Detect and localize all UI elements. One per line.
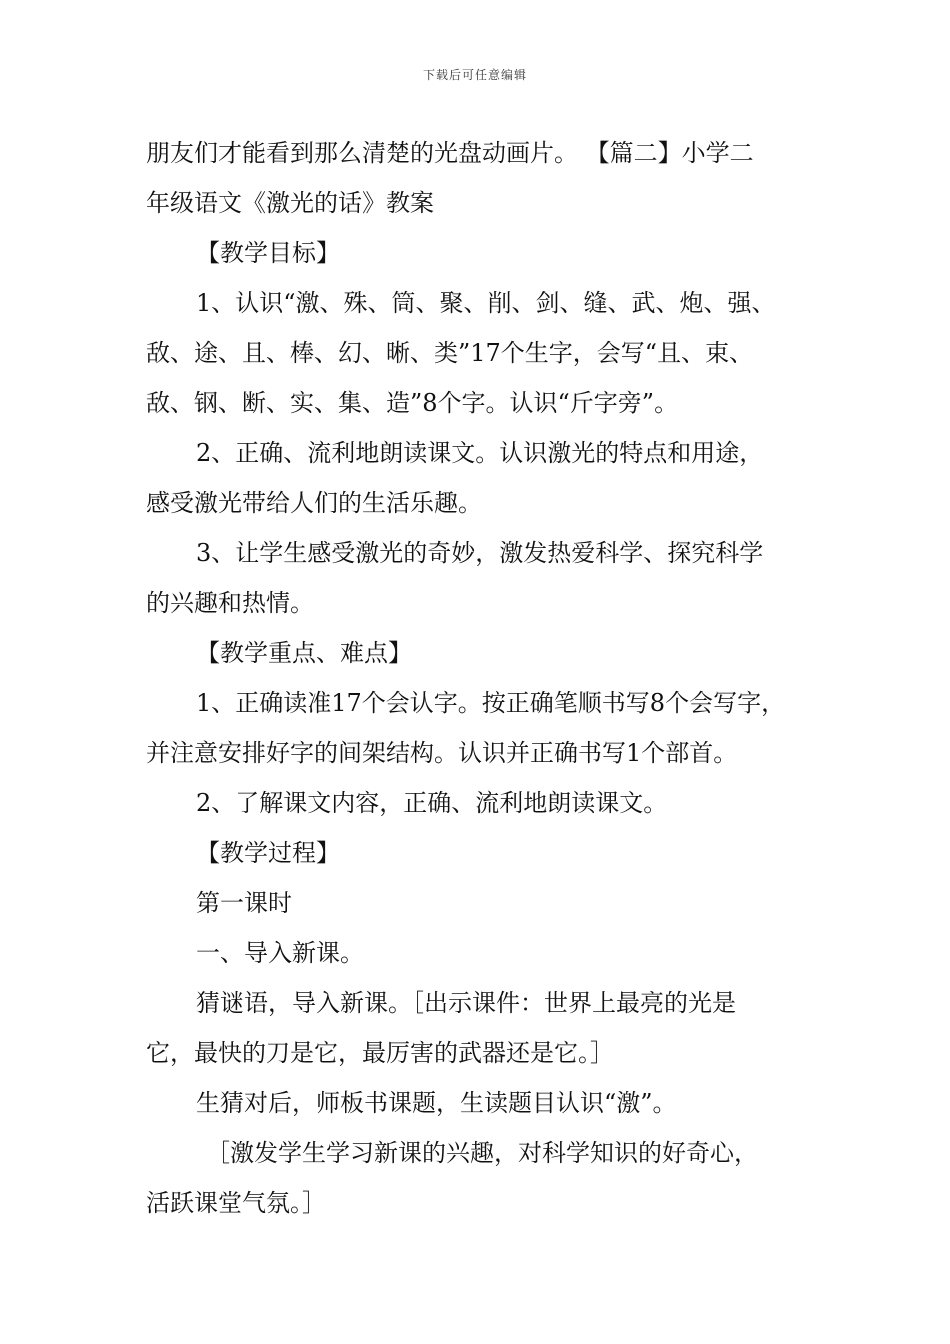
paragraph-line: 第一课时 <box>196 889 292 917</box>
paragraph-line: 活跃课堂气氛。］ <box>146 1189 326 1217</box>
paragraph-line: 年级语文《激光的话》教案 <box>146 189 434 217</box>
paragraph-line: 生猜对后，师板书课题，生读题目认识“激”。 <box>196 1089 677 1117</box>
paragraph-line: 2、了解课文内容，正确、流利地朗读课文。 <box>196 789 668 817</box>
paragraph-line: 朋友们才能看到那么清楚的光盘动画片。 【篇二】小学二 <box>146 139 754 167</box>
paragraph-line: 的兴趣和热情。 <box>146 589 314 617</box>
paragraph-line: 2、正确、流利地朗读课文。认识激光的特点和用途， <box>196 439 764 467</box>
paragraph-line: ［激发学生学习新课的兴趣，对科学知识的好奇心， <box>206 1139 758 1167</box>
document-body <box>146 128 826 1228</box>
paragraph-line: 【教学过程】 <box>196 839 340 867</box>
paragraph-line: 一、导入新课。 <box>196 939 364 967</box>
paragraph-line: 1、正确读准17个会认字。按正确笔顺书写8个会写字， <box>196 689 786 717</box>
paragraph-line: 敌、钢、断、实、集、造”8个字。认识“斤字旁”。 <box>146 389 679 417</box>
paragraph-line: 它，最快的刀是它，最厉害的武器还是它。］ <box>146 1039 614 1067</box>
paragraph-line: 【教学目标】 <box>196 239 340 267</box>
paragraph-line: 感受激光带给人们的生活乐趣。 <box>146 489 482 517</box>
paragraph-line: 猜谜语，导入新课。［出示课件：世界上最亮的光是 <box>196 989 736 1017</box>
paragraph-line: 3、让学生感受激光的奇妙，激发热爱科学、探究科学 <box>196 539 764 567</box>
page-header: 下载后可任意编辑 <box>422 68 527 82</box>
paragraph-line: 1、认识“激、殊、筒、聚、削、剑、缝、武、炮、强、 <box>196 289 776 317</box>
paragraph-line: 敌、途、且、棒、幻、晰、类”17个生字，会写“且、束、 <box>146 339 754 367</box>
paragraph-line: 【教学重点、难点】 <box>196 639 412 667</box>
paragraph-line: 并注意安排好字的间架结构。认识并正确书写1个部首。 <box>146 739 738 767</box>
